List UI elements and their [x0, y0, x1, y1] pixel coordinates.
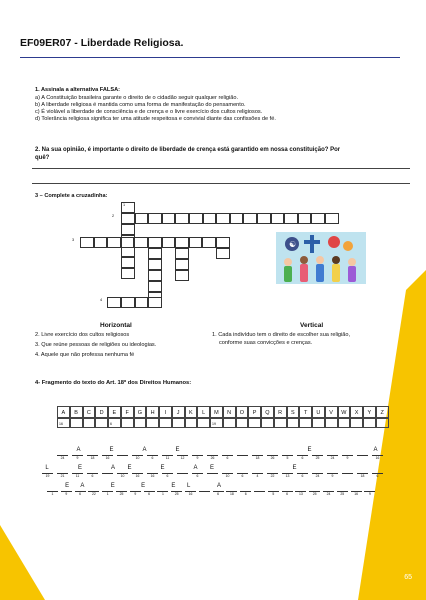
crossword-cell[interactable]: [148, 213, 162, 224]
code-number: 6: [166, 474, 169, 478]
alphabet-code-cell[interactable]: [325, 418, 338, 428]
alphabet-code-cell[interactable]: [95, 418, 108, 428]
q1-option-b: b) A liberdade religiosa é mantida como uma forma de manifestação do pensamento.: [35, 102, 246, 108]
code-letter: A: [142, 447, 147, 453]
code-number: 9: [368, 492, 371, 496]
alphabet-letter-cell: I: [159, 406, 172, 418]
crossword-cell[interactable]: [121, 224, 135, 235]
crossword-cell[interactable]: [148, 297, 162, 308]
alphabet-letter-cell: Z: [376, 406, 389, 418]
alphabet-code-cell[interactable]: [287, 418, 300, 428]
alphabet-code-cell[interactable]: 19: [210, 418, 223, 428]
alphabet-letter-cell: D: [95, 406, 108, 418]
code-number: 18: [230, 492, 234, 496]
code-letter: E: [77, 465, 82, 471]
title-divider: [20, 57, 400, 58]
crossword-number: 1: [123, 203, 126, 207]
code-number: 25: [119, 492, 124, 496]
alphabet-letter-cell: U: [312, 406, 325, 418]
page-title: EF09ER07 - Liberdade Religiosa.: [20, 37, 184, 49]
code-letter: E: [110, 483, 115, 489]
code-number: 16: [135, 474, 140, 478]
code-number: 16: [354, 492, 358, 496]
q2-question-line2: quê?: [35, 155, 50, 161]
code-number: 9: [196, 456, 199, 460]
code-number: 21: [60, 474, 65, 478]
code-number: 6: [196, 474, 199, 478]
answer-line[interactable]: [32, 183, 410, 184]
crossword-cell[interactable]: [175, 248, 189, 259]
crossword-cell[interactable]: [148, 281, 162, 292]
crossword-cell[interactable]: [311, 213, 325, 224]
crossword-cell[interactable]: [271, 213, 285, 224]
horizontal-clue: 4. Aquele que não professa nenhuma fé: [35, 352, 135, 358]
code-number: 18: [360, 474, 365, 478]
alphabet-code-cell[interactable]: [338, 418, 351, 428]
alphabet-code-cell[interactable]: [350, 418, 363, 428]
code-letter: E: [141, 483, 146, 489]
code-number: 11: [165, 456, 170, 460]
q1-heading: 1. Assinala a alternativa FALSA:: [35, 87, 120, 93]
code-number: 16: [188, 492, 193, 496]
code-blank[interactable]: [199, 491, 210, 492]
crossword-cell[interactable]: [121, 237, 135, 248]
code-number: 25: [340, 492, 345, 496]
alphabet-letter-cell: S: [287, 406, 300, 418]
code-letter: A: [193, 465, 198, 471]
alphabet-code-cell[interactable]: [146, 418, 159, 428]
code-letter: L: [45, 465, 49, 471]
code-number: 6: [79, 492, 82, 496]
religious-diversity-illustration: [276, 232, 366, 284]
crossword-cell[interactable]: [148, 237, 162, 248]
crossword-cell[interactable]: [298, 213, 312, 224]
alphabet-letter-cell: M: [210, 406, 223, 418]
code-number: 13: [285, 474, 290, 478]
code-letter: A: [110, 465, 115, 471]
crossword-cell[interactable]: [121, 297, 135, 308]
code-number: 9: [346, 456, 349, 460]
code-letter: L: [186, 483, 191, 489]
code-number: 5: [286, 456, 289, 460]
code-number: 6: [241, 474, 244, 478]
code-number: 18: [255, 456, 260, 460]
crossword-number: 2: [112, 214, 115, 218]
code-number: 24: [315, 474, 320, 478]
alphabet-code-cell[interactable]: [312, 418, 325, 428]
crossword-cell[interactable]: [189, 213, 203, 224]
crossword-cell[interactable]: [148, 259, 162, 270]
crossword-cell[interactable]: [243, 213, 257, 224]
code-number: 25: [174, 492, 179, 496]
alphabet-code-cell[interactable]: [159, 418, 172, 428]
code-letter: E: [209, 465, 214, 471]
code-number: 9: [76, 456, 79, 460]
code-number: 24: [326, 492, 331, 496]
code-blank[interactable]: [237, 455, 248, 456]
code-number: 10: [120, 474, 125, 478]
code-number: 1: [161, 492, 164, 496]
crossword-cell[interactable]: [134, 237, 148, 248]
page-number: 65: [404, 574, 412, 581]
crossword-cell[interactable]: [284, 213, 298, 224]
alphabet-letter-cell: W: [338, 406, 351, 418]
code-number: 25: [312, 492, 317, 496]
code-number: 16: [375, 456, 380, 460]
code-number: 22: [270, 474, 275, 478]
crossword-cell[interactable]: [107, 297, 121, 308]
code-number: 6: [148, 492, 151, 496]
code-letter: A: [80, 483, 85, 489]
code-blank[interactable]: [342, 473, 353, 474]
crossword-cell[interactable]: [189, 237, 203, 248]
code-number: 11: [75, 474, 80, 478]
code-number: 10: [135, 456, 140, 460]
code-blank[interactable]: [177, 473, 188, 474]
code-number: 25: [315, 456, 320, 460]
code-number: 24: [60, 456, 65, 460]
alphabet-code-cell[interactable]: 16: [57, 418, 70, 428]
alphabet-code-cell[interactable]: [83, 418, 96, 428]
alphabet-code-cell[interactable]: [248, 418, 261, 428]
alphabet-code-cell[interactable]: [261, 418, 274, 428]
code-blank[interactable]: [102, 473, 113, 474]
alphabet-code-cell[interactable]: 6: [108, 418, 121, 428]
alphabet-letter-cell: B: [70, 406, 83, 418]
crossword-cell[interactable]: [94, 237, 108, 248]
code-blank[interactable]: [357, 455, 368, 456]
alphabet-code-cell[interactable]: [299, 418, 312, 428]
code-letter: E: [171, 483, 176, 489]
code-letter: E: [127, 465, 132, 471]
crossword-cell[interactable]: [175, 213, 189, 224]
q3-heading: 3 – Complete a cruzadinha:: [35, 193, 108, 199]
crossword-cell[interactable]: [175, 270, 189, 281]
crossword-cell[interactable]: [162, 237, 176, 248]
code-letter: E: [65, 483, 70, 489]
code-number: 22: [92, 492, 96, 496]
code-number: 6: [91, 474, 94, 478]
crossword-cell[interactable]: [325, 213, 339, 224]
q1-option-c: c) É violável a liberdade de consciência e de crença e o livre exercício dos cultos religiosos.: [35, 109, 263, 115]
crossword-cell[interactable]: [121, 213, 135, 224]
crossword-cell[interactable]: [175, 237, 189, 248]
crossword-cell[interactable]: [257, 213, 271, 224]
code-number: 6: [376, 474, 379, 478]
alphabet-code-cell[interactable]: [70, 418, 83, 428]
alphabet-letter-cell: C: [83, 406, 96, 418]
code-number: 26: [270, 456, 275, 460]
code-number: 13: [299, 492, 303, 496]
alphabet-letter-cell: F: [121, 406, 134, 418]
crossword-number: 3: [72, 238, 75, 242]
code-letter: E: [109, 447, 114, 453]
code-letter: E: [160, 465, 165, 471]
crossword-number: 4: [100, 298, 103, 302]
alphabet-code-cell[interactable]: [185, 418, 198, 428]
code-number: 9: [331, 474, 334, 478]
vertical-clue: conforme suas convicções e crenças.: [219, 340, 313, 346]
crossword-cell[interactable]: [216, 213, 230, 224]
code-number: 1: [51, 492, 54, 496]
code-number: 6: [217, 492, 220, 496]
q1-option-d: d) Tolerância religiosa significa ter uma atitude respeitosa e convivial diante das confissões de fé.: [35, 116, 276, 122]
alphabet-letter-cell: K: [185, 406, 198, 418]
alphabet-code-cell[interactable]: [121, 418, 134, 428]
alphabet-letter-cell: P: [248, 406, 261, 418]
alphabet-letter-cell: V: [325, 406, 338, 418]
alphabet-letter-cell: X: [350, 406, 363, 418]
code-number: 9: [65, 492, 68, 496]
code-letter: A: [216, 483, 221, 489]
crossword-cell[interactable]: [203, 213, 217, 224]
code-letter: E: [307, 447, 312, 453]
code-blank[interactable]: [207, 473, 218, 474]
code-number: 6: [286, 492, 289, 496]
code-number: 6: [151, 456, 154, 460]
crossword-cell[interactable]: [80, 237, 94, 248]
alphabet-letter-cell: Q: [261, 406, 274, 418]
alphabet-letter-cell: R: [274, 406, 287, 418]
crossword-cell[interactable]: [121, 257, 135, 268]
code-letter: E: [175, 447, 180, 453]
q1-option-a: a) A Constituição brasileira garante o direito de o cidadão seguir qualquer religião.: [35, 95, 239, 101]
alphabet-letter-cell: A: [57, 406, 70, 418]
code-number: 12: [180, 456, 185, 460]
alphabet-letter-cell: L: [197, 406, 210, 418]
horizontal-clue: 2. Livre exercício dos cultos religiosos: [35, 332, 130, 338]
code-letter: A: [76, 447, 81, 453]
code-letter: A: [373, 447, 378, 453]
alphabet-code-cell[interactable]: [236, 418, 249, 428]
vertical-clue: 1. Cada indivíduo tem o direito de escolher sua religião,: [212, 332, 351, 338]
code-number: 1: [106, 492, 109, 496]
crossword-cell[interactable]: [135, 297, 149, 308]
q2-question-line1: 2. Na sua opinião, é importante o direito de liberdade de crença está garantido em nossa constituição? Por: [35, 147, 341, 153]
code-letter: E: [292, 465, 297, 471]
q4-heading: 4- Fragmento do texto do Art. 18º dos Direitos Humanos:: [35, 380, 192, 386]
code-number: 10: [225, 474, 230, 478]
code-number: 6: [244, 492, 247, 496]
alphabet-code-cell[interactable]: [172, 418, 185, 428]
answer-line[interactable]: [32, 168, 410, 169]
crossword-cell[interactable]: [175, 259, 189, 270]
svg-text:☯: ☯: [289, 240, 297, 249]
code-number: 6: [301, 456, 304, 460]
code-blank[interactable]: [117, 455, 128, 456]
alphabet-letter-cell: H: [146, 406, 159, 418]
crossword-cell[interactable]: [148, 248, 162, 259]
alphabet-letter-cell: J: [172, 406, 185, 418]
alphabet-letter-cell: G: [134, 406, 147, 418]
alphabet-code-cell[interactable]: [134, 418, 147, 428]
crossword-cell[interactable]: [148, 270, 162, 281]
code-number: 26: [210, 456, 215, 460]
code-number: 16: [150, 474, 155, 478]
code-number: 6: [226, 456, 229, 460]
alphabet-code-cell[interactable]: [376, 418, 389, 428]
alphabet-letter-cell: Y: [363, 406, 376, 418]
crossword-cell[interactable]: [230, 213, 244, 224]
alphabet-code-cell[interactable]: [197, 418, 210, 428]
crossword-cell[interactable]: [216, 248, 230, 259]
code-number: 16: [105, 456, 110, 460]
code-number: 24: [330, 456, 335, 460]
code-number: 9: [134, 492, 137, 496]
horizontal-clue: 3. Que reúne pessoas de religiões ou ideologias.: [35, 342, 157, 348]
crossword-cell[interactable]: [135, 213, 149, 224]
code-number: 18: [90, 456, 95, 460]
alphabet-letter-cell: E: [108, 406, 121, 418]
crossword-cell[interactable]: [162, 213, 176, 224]
horizontal-heading: Horizontal: [100, 322, 132, 329]
alphabet-letter-cell: T: [299, 406, 312, 418]
crossword-cell[interactable]: [216, 237, 230, 248]
vertical-heading: Vertical: [300, 322, 324, 329]
alphabet-code-cell[interactable]: [363, 418, 376, 428]
alphabet-letter-cell: N: [223, 406, 236, 418]
alphabet-letter-cell: O: [236, 406, 249, 418]
code-number: 6: [301, 474, 304, 478]
alphabet-code-cell[interactable]: [274, 418, 287, 428]
crossword-cell[interactable]: [121, 268, 135, 279]
code-number: 19: [45, 474, 50, 478]
crossword-cell[interactable]: [202, 237, 216, 248]
code-number: 5: [272, 492, 275, 496]
alphabet-code-cell[interactable]: [223, 418, 236, 428]
code-blank[interactable]: [254, 491, 265, 492]
crossword-cell[interactable]: [107, 237, 121, 248]
code-number: 4: [256, 474, 259, 478]
